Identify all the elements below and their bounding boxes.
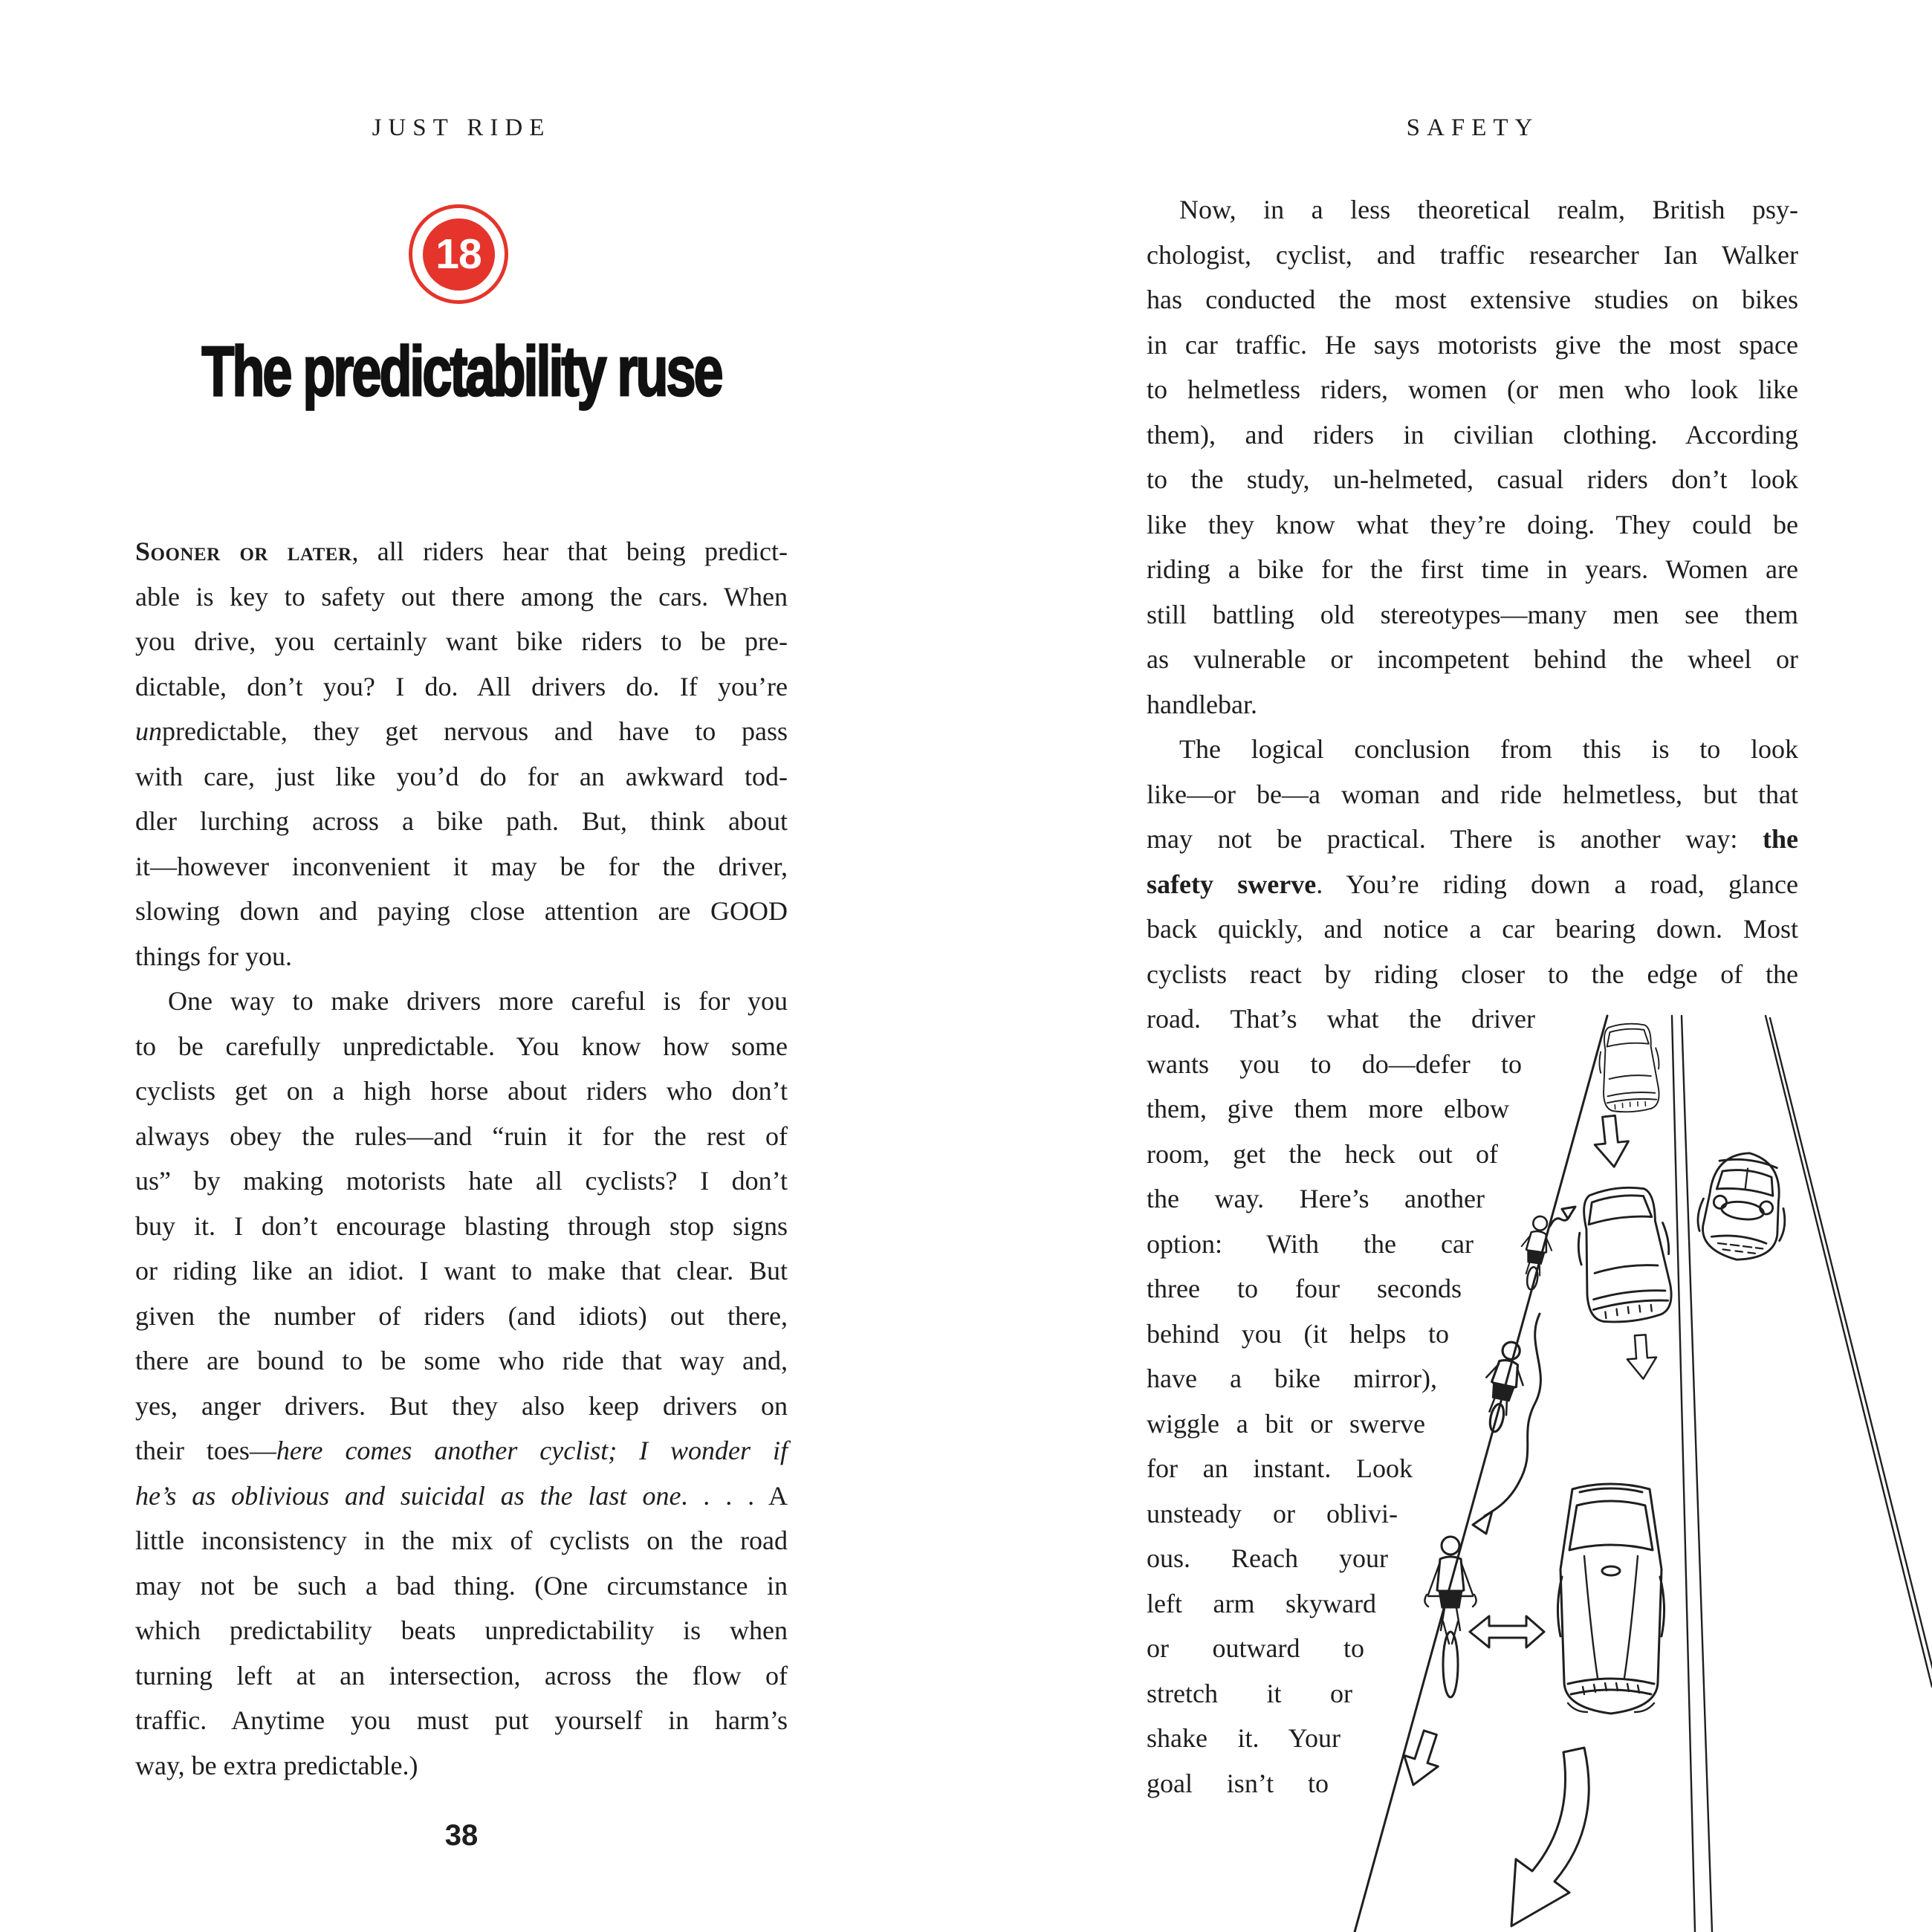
text-line: left arm skyward [1147,1588,1376,1618]
text-line: behind you (it helps to [1147,1318,1449,1349]
text-line: has conducted the most extensive studies on bikes [1147,285,1798,314]
text-line: their toes—here comes another cyclist; I wonder if [135,1436,788,1465]
road-center-double-line [1672,1016,1712,1932]
text-line: safety swerve. You’re riding down a road, glance [1147,869,1798,899]
text-line: goal isn’t to [1147,1768,1329,1798]
text-line: wants you to do—defer to [1147,1048,1522,1079]
text-line: road. That’s what the driver [1147,1004,1535,1034]
text-line: to be carefully unpredictable. You know how some [135,1031,788,1061]
text-line: may not be practical. There is another way: the [1147,824,1798,854]
lateral-space-arrow-icon [1470,1616,1544,1647]
running-header-left: JUST RIDE [372,114,551,141]
text-line: to helmetless riders, women (or men who look like [1147,375,1798,404]
text-line: riding a bike for the first time in years. Women are [1147,554,1798,584]
cyclist-arm-out-icon [1424,1537,1476,1697]
text-line: still battling old stereotypes—many men see them [1147,599,1798,629]
text-line: chologist, cyclist, and traffic researcher Ian Walker [1147,239,1798,270]
text-line: with care, just like you’d do for an awkward tod- [135,761,788,791]
down-arrow-mid-icon [1626,1334,1658,1380]
text-line: always obey the rules—and “ruin it for the rest of [135,1121,788,1151]
text-line: cyclists react by riding closer to the edge of the [1147,959,1798,989]
cyclist-swerving-icon [1476,1338,1531,1436]
swerve-path-arrow-icon [1473,1314,1540,1534]
text-line: them), and riders in civilian clothing. According [1147,419,1798,450]
text-line: cyclists get on a high horse about riders who don’t [135,1076,788,1106]
illustration-svg [1204,996,1932,1932]
down-arrow-left-icon [1396,1727,1448,1790]
road-safety-illustration [1204,996,1932,1932]
text-line: The logical conclusion from this is to look [1179,734,1798,764]
text-line: unpredictable, they get nervous and have to pass [135,716,788,746]
text-line: like they know what they’re doing. They could be [1147,509,1798,539]
text-line: there are bound to be some who ride that way and, [135,1346,788,1375]
text-line: traffic. Anytime you must put yourself in harm’s [135,1705,788,1735]
car-rear-far-icon [1597,1022,1662,1114]
text-line: in car traffic. He says motorists give the most space [1147,329,1798,360]
page-number: 38 [444,1819,479,1852]
text-line: stretch it or [1147,1678,1352,1708]
text-line: have a bike mirror), [1147,1364,1437,1393]
text-line: shake it. Your [1147,1723,1341,1753]
text-line: the way. Here’s another [1147,1184,1485,1213]
road-right-edge [1766,1016,1932,1687]
text-line: turning left at an intersection, across the flow of [135,1660,788,1690]
text-line: buy it. I don’t encourage blasting through stop signs [135,1210,788,1241]
text-line: wiggle a bit or swerve [1147,1408,1425,1439]
text-line: way, be extra predictable.) [135,1750,418,1780]
text-line: Sooner or later, all riders hear that being predict- [135,537,788,566]
text-line: handlebar. [1147,689,1257,719]
text-line: back quickly, and notice a car bearing down. Most [1147,914,1798,944]
text-line: dler lurching across a bike path. But, think about [135,806,788,836]
chapter-number-circle [423,218,495,291]
text-line: to the study, un-helmeted, casual riders don’t look [1147,464,1798,494]
text-line: given the number of riders (and idiots) out there, [135,1300,788,1331]
text-line: slowing down and paying close attention are GOOD [135,896,788,926]
left-page-body-text [135,529,788,1788]
text-line: may not be such a bad thing. (One circumstance in [135,1570,788,1601]
text-line: as vulnerable or incompetent behind the wheel or [1147,644,1798,674]
vw-beetle-oncoming-icon [1693,1148,1793,1265]
down-arrow-far-icon [1592,1115,1631,1169]
text-line: for an instant. Look [1147,1453,1413,1483]
text-line: yes, anger drivers. But they also keep drivers on [135,1390,788,1421]
text-line: dictable, don’t you? I do. All drivers do. If you’re [135,671,788,701]
text-line: which predictability beats unpredictability is when [135,1615,788,1645]
text-line: it—however inconvenient it may be for the driver, [135,851,788,881]
text-line: One way to make drivers more careful is for you [168,986,788,1016]
chapter-number: 18 [435,230,482,278]
text-line: able is key to safety out there among the cars. When [135,581,788,612]
text-line: things for you. [135,941,292,971]
car-rear-mid-icon [1572,1183,1677,1326]
text-line: unsteady or oblivi- [1147,1498,1398,1529]
big-curved-arrow-icon [1511,1748,1589,1926]
text-line: ous. Reach your [1147,1543,1388,1573]
text-line: room, get the heck out of [1147,1138,1498,1169]
text-line: them, give them more elbow [1147,1094,1509,1124]
text-line: or outward to [1147,1633,1364,1663]
text-line: little inconsistency in the mix of cyclists on the road [135,1526,788,1555]
chapter-number-badge-icon [409,204,508,304]
text-line: three to four seconds [1147,1274,1462,1303]
text-line: like—or be—a woman and ride helmetless, but that [1147,779,1798,809]
chapter-title: The predictability ruse [201,332,722,411]
text-line: he’s as oblivious and suicidal as the last one. . . . A [135,1480,788,1511]
text-line: us” by making motorists hate all cyclists? I don’t [135,1166,788,1196]
text-line: you drive, you certainly want bike riders to be pre- [135,626,788,656]
running-header-right: SAFETY [1406,114,1540,141]
text-line: or riding like an idiot. I want to make that clear. But [135,1256,788,1286]
text-line: Now, in a less theoretical realm, British psy- [1179,195,1798,224]
text-line: option: With the car [1147,1228,1474,1259]
car-front-near-icon [1557,1484,1664,1714]
